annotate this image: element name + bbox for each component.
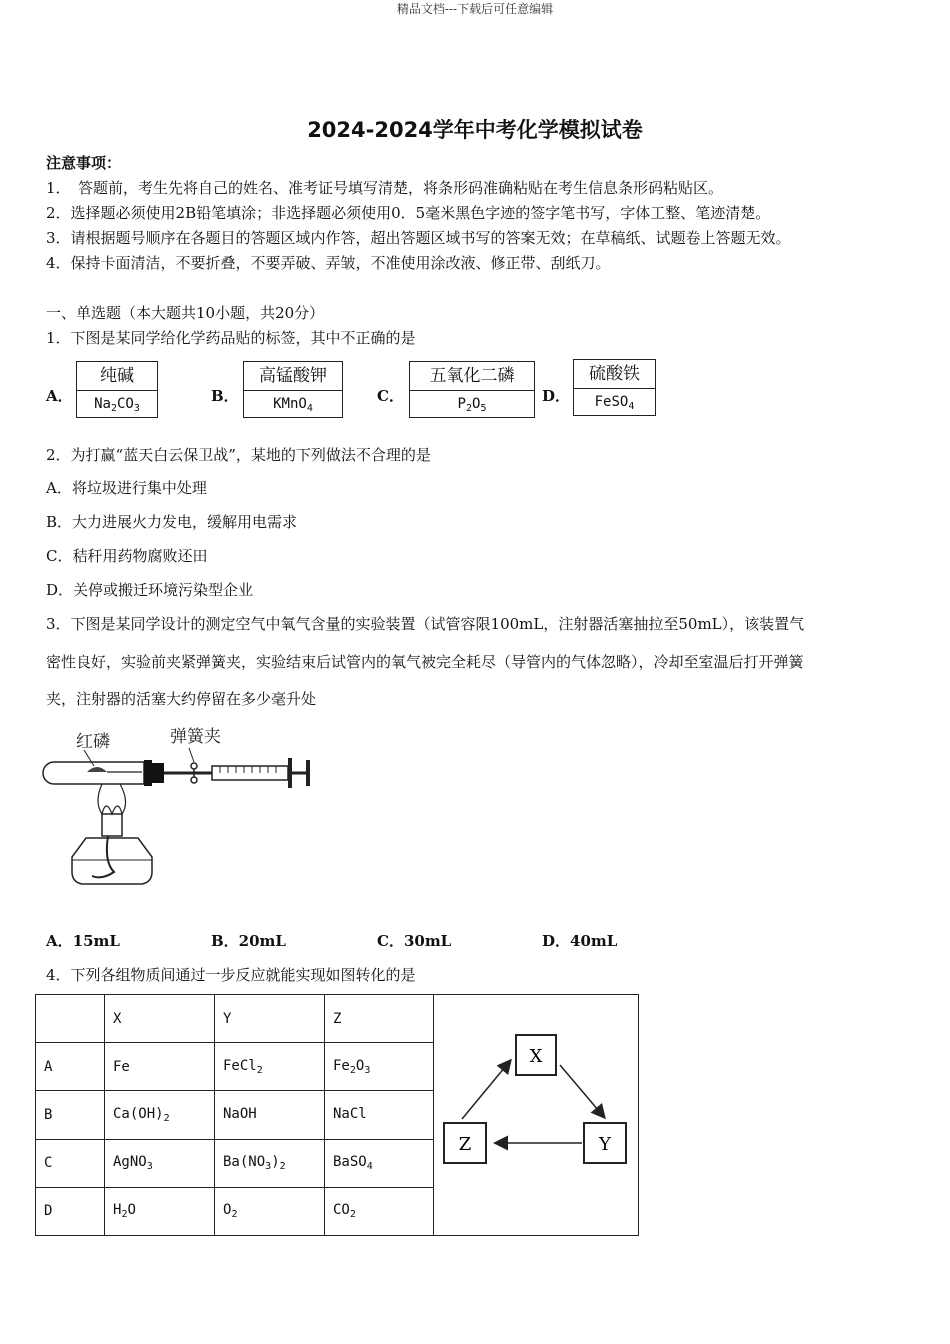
- q1-option-d-label: [573, 359, 656, 416]
- formula-part: O: [127, 1202, 136, 1219]
- formula-sub: 3: [146, 1161, 153, 1173]
- lamp-wick: [92, 836, 114, 877]
- q1-option-a-formula: [77, 391, 157, 417]
- formula-part: NaOH: [223, 1105, 257, 1122]
- label-red-phosphorus: 红磷: [76, 732, 110, 752]
- formula-part: Na: [94, 396, 111, 412]
- formula-part: KMnO: [273, 396, 307, 412]
- diagram-cell: [434, 995, 639, 1236]
- section-heading: 一、单选题（本大题共10小题，共20分）: [46, 304, 325, 322]
- page-title: 2024-2024学年中考化学模拟试卷: [307, 118, 643, 142]
- q1-option-b-letter: B．: [211, 387, 239, 405]
- q1-option-c-formula: [410, 391, 534, 417]
- formula-part: FeCl: [223, 1057, 257, 1074]
- formula-part: BaSO: [333, 1154, 367, 1171]
- row-label: D: [36, 1187, 105, 1235]
- node-z-label: Z: [458, 1134, 472, 1155]
- q2-option-b: B．大力进展火力发电，缓解用电需求: [46, 513, 298, 531]
- cell-x: [105, 1091, 215, 1139]
- q3-stem-line-3: 夹，注射器的活塞大约停留在多少毫升处: [46, 690, 317, 708]
- q3-option-b: B．20mL: [211, 932, 286, 950]
- header-cell: [36, 995, 105, 1043]
- formula-part: P: [457, 396, 466, 412]
- row-label: B: [36, 1091, 105, 1139]
- formula-part: H: [113, 1202, 122, 1219]
- xyz-cycle-diagram: [434, 995, 638, 1231]
- formula-sub: 4: [366, 1161, 373, 1173]
- header-cell: Z: [325, 995, 434, 1043]
- q1-option-d-name: 硫酸铁: [574, 360, 655, 389]
- formula-sub: 3: [364, 1064, 371, 1076]
- q3-stem-line-1: 3．下图是某同学设计的测定空气中氧气含量的实验装置（试管容限100mL，注射器活塞抽拉至50mL），该装置气: [46, 615, 805, 633]
- arrow-z-to-x: [462, 1061, 510, 1119]
- lamp-cap: [102, 814, 122, 836]
- syringe-barrel: [212, 766, 288, 780]
- formula-sub: 2: [231, 1209, 238, 1221]
- notice-item-3: 3．请根据题号顺序在各题目的答题区域内作答，超出答题区域书写的答案无效；在草稿纸、试题卷上答题无效。: [46, 229, 791, 247]
- phosphorus-pointer: [84, 750, 94, 766]
- notice-heading: 注意事项：: [46, 154, 122, 172]
- q1-option-a-name: 纯碱: [77, 362, 157, 391]
- clamp-pointer: [189, 748, 194, 762]
- cell-y: [215, 1043, 325, 1091]
- rubber-stopper-outer: [152, 763, 164, 783]
- cell-x: [105, 1187, 215, 1235]
- q1-option-c-letter: C．: [377, 387, 404, 405]
- q1-option-c-label: [409, 361, 535, 418]
- header-cell: Y: [215, 995, 325, 1043]
- formula-sub: 2: [349, 1209, 356, 1221]
- q3-stem-line-2: 密性良好，实验前夹紧弹簧夹，实验结束后试管内的氧气被完全耗尽（导管内的气体忽略），冷却至室温后打开弹簧: [46, 653, 804, 671]
- formula-sub: 2: [465, 403, 472, 414]
- q1-option-b-label: [243, 361, 343, 418]
- phosphorus-sample: [87, 767, 107, 772]
- notice-item-2: 2．选择题必须使用2B铅笔填涂；非选择题必须使用0．5毫米黑色字迹的签字笔书写，字体工整、笔迹清楚。: [46, 204, 771, 222]
- formula-sub: 2: [256, 1064, 263, 1076]
- formula-part: Ca(OH): [113, 1105, 164, 1122]
- notice-item-1: 1． 答题前，考生先将自己的姓名、准考证号填写清楚，将条形码准确粘贴在考生信息条形码粘贴区。: [46, 179, 724, 197]
- formula-sub: 3: [133, 403, 140, 414]
- clamp-bottom: [191, 777, 197, 783]
- syringe-graduations: [220, 766, 276, 773]
- formula-sub: 2: [349, 1064, 356, 1076]
- q1-stem: 1．下图是某同学给化学药品贴的标签，其中不正确的是: [46, 329, 416, 347]
- q1-option-a-letter: A．: [46, 387, 73, 405]
- formula-part: O: [472, 396, 481, 412]
- formula-sub: 4: [306, 403, 313, 414]
- formula-sub: 3: [265, 1161, 272, 1173]
- q2-option-c: C．秸秆用药物腐败还田: [46, 547, 208, 565]
- header-note: 精品文档---下载后可任意编辑: [396, 2, 554, 16]
- rubber-stopper: [144, 760, 152, 786]
- notice-item-4: 4．保持卡面清洁，不要折叠，不要弄破、弄皱，不准使用涂改液、修正带、刮纸刀。: [46, 254, 611, 272]
- node-y-label: Y: [599, 1134, 611, 1155]
- cell-y: [215, 1139, 325, 1187]
- q1-option-d-formula: [574, 389, 655, 415]
- formula-part: O: [223, 1202, 232, 1219]
- table-row: [36, 995, 639, 1043]
- q3-apparatus-figure: [42, 722, 322, 897]
- formula-part: NaCl: [333, 1105, 367, 1122]
- q2-option-d: D．关停或搬迁环境污染型企业: [46, 581, 254, 599]
- cell-z: [325, 1091, 434, 1139]
- formula-sub: 2: [163, 1112, 170, 1124]
- cell-z: [325, 1139, 434, 1187]
- q3-option-a: A．15mL: [46, 932, 120, 950]
- cell-x: [105, 1139, 215, 1187]
- q2-option-a: A．将垃圾进行集中处理: [46, 479, 207, 497]
- header-cell: X: [105, 995, 215, 1043]
- syringe-plunger-end: [306, 760, 310, 786]
- formula-part: CO: [333, 1202, 350, 1219]
- arrow-x-to-y: [560, 1065, 604, 1117]
- q3-option-d: D．40mL: [542, 932, 618, 950]
- q1-option-d-letter: D．: [542, 387, 571, 405]
- cell-z: [325, 1043, 434, 1091]
- q1-option-b-name: 高锰酸钾: [244, 362, 342, 391]
- formula-part: AgNO: [113, 1154, 147, 1171]
- q3-option-c: C．30mL: [377, 932, 452, 950]
- formula-part: Ba(NO: [223, 1154, 266, 1171]
- q4-stem: 4．下列各组物质间通过一步反应就能实现如图转化的是: [46, 966, 416, 984]
- cell-y: [215, 1187, 325, 1235]
- formula-part: ): [271, 1154, 280, 1171]
- row-label: A: [36, 1043, 105, 1091]
- q1-option-c-name: 五氧化二磷: [410, 362, 534, 391]
- formula-part: CO: [117, 396, 134, 412]
- cell-x: Fe: [105, 1043, 215, 1091]
- formula-sub: 2: [121, 1209, 128, 1221]
- formula-sub: 5: [480, 403, 487, 414]
- formula-part: Fe: [333, 1057, 350, 1074]
- node-x-label: X: [529, 1046, 543, 1067]
- formula-sub: 2: [279, 1161, 286, 1173]
- q4-table: [35, 994, 639, 1236]
- flame: [98, 784, 126, 814]
- row-label: C: [36, 1139, 105, 1187]
- clamp-top: [191, 763, 197, 769]
- formula-part: O: [355, 1057, 365, 1074]
- formula-part: FeSO: [594, 394, 629, 410]
- syringe-flange: [288, 758, 292, 788]
- formula-sub: 4: [628, 401, 635, 412]
- q2-stem: 2．为打赢“蓝天白云保卫战”，某地的下列做法不合理的是: [46, 446, 431, 464]
- label-spring-clamp: 弹簧夹: [170, 727, 221, 747]
- q1-option-b-formula: [244, 391, 342, 417]
- formula-sub: 2: [110, 403, 117, 414]
- alcohol-lamp: [72, 838, 152, 884]
- cell-z: [325, 1187, 434, 1235]
- q1-option-a-label: [76, 361, 158, 418]
- cell-y: [215, 1091, 325, 1139]
